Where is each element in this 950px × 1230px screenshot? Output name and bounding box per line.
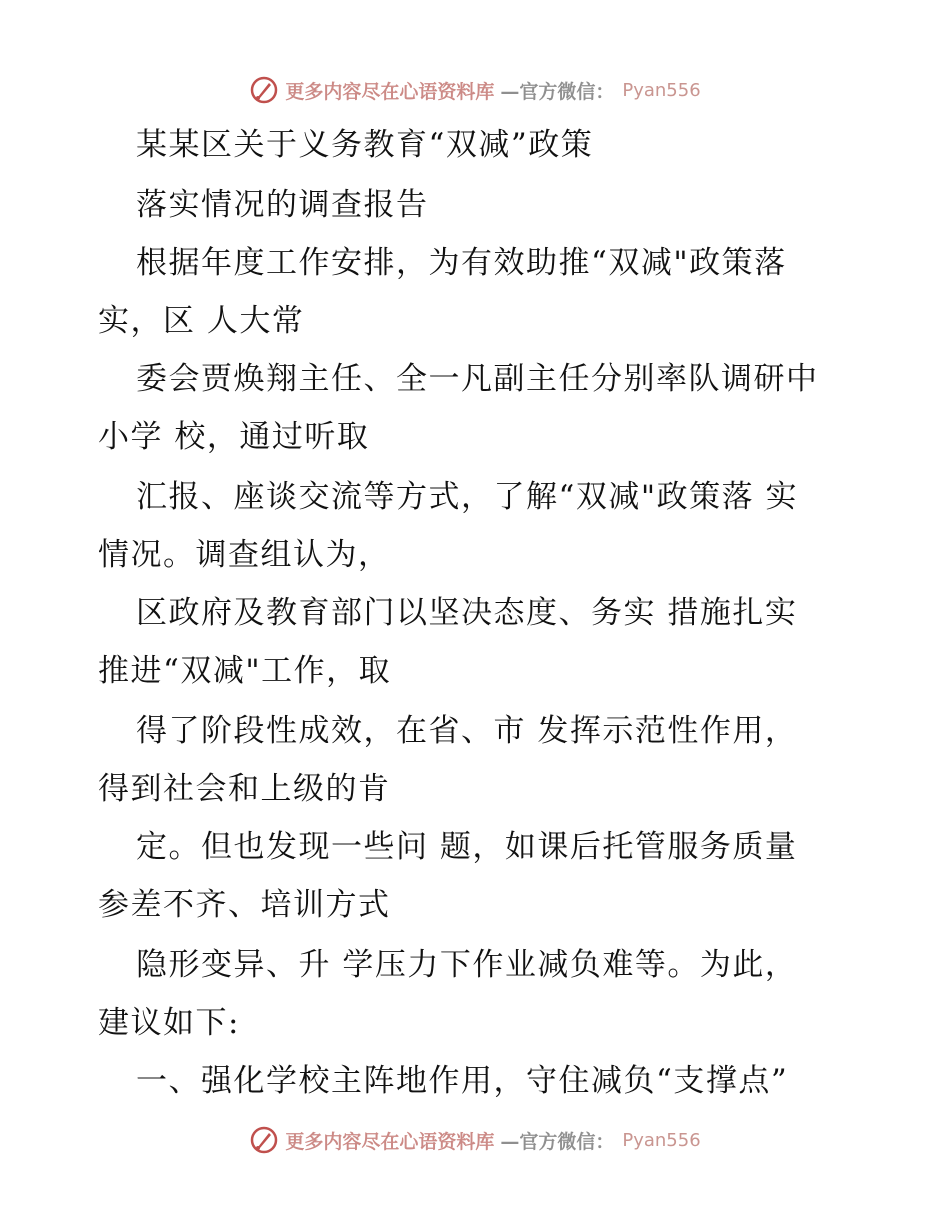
watermark-brand: 更多内容尽在心语资料库 — [285, 80, 495, 103]
watermark-header — [0, 72, 950, 108]
body-line: 得到社会和上级的肯 — [98, 771, 391, 807]
watermark-official-label: —官方微信： — [500, 80, 615, 103]
body-line: 建议如下: — [98, 1005, 240, 1041]
watermark-wechat-id: Pyan556 — [622, 1129, 701, 1151]
body-line: 定。但也发现一些问 题，如课后托管服务质量 — [136, 829, 798, 865]
body-line: 小学 校，通过听取 — [98, 419, 370, 455]
body-line: 委会贾焕翔主任、全一凡副主任分别率队调研中 — [136, 361, 819, 397]
body-line: 得了阶段性成效，在省、市 发挥示范性作用， — [136, 713, 798, 749]
quill-logo-icon — [249, 75, 279, 105]
document-title-line-1: 某某区关于义务教育“双减”政策 — [136, 127, 594, 163]
watermark-official-label: —官方微信： — [500, 1130, 615, 1153]
body-line: 参差不齐、培训方式 — [98, 887, 391, 923]
body-line: 实，区 人大常 — [98, 303, 305, 339]
watermark-wechat-id: Pyan556 — [622, 79, 701, 101]
watermark-brand: 更多内容尽在心语资料库 — [285, 1130, 495, 1153]
watermark-footer — [0, 1122, 950, 1158]
body-line: 区政府及教育部门以坚决态度、务实 措施扎实 — [136, 595, 798, 631]
body-line: 一、强化学校主阵地作用，守住减负“支撑点” — [136, 1063, 789, 1099]
body-line: 汇报、座谈交流等方式，了解“双减"政策落 实 — [136, 479, 798, 515]
quill-logo-icon — [249, 1125, 279, 1155]
body-line: 情况。调查组认为， — [98, 537, 391, 573]
body-line: 推进“双减"工作，取 — [98, 653, 392, 689]
body-line: 隐形变异、升 学压力下作业减负难等。为此， — [136, 947, 798, 983]
document-title-line-2: 落实情况的调查报告 — [136, 187, 429, 223]
body-line: 根据年度工作安排，为有效助推“双减"政策落 — [136, 245, 787, 281]
